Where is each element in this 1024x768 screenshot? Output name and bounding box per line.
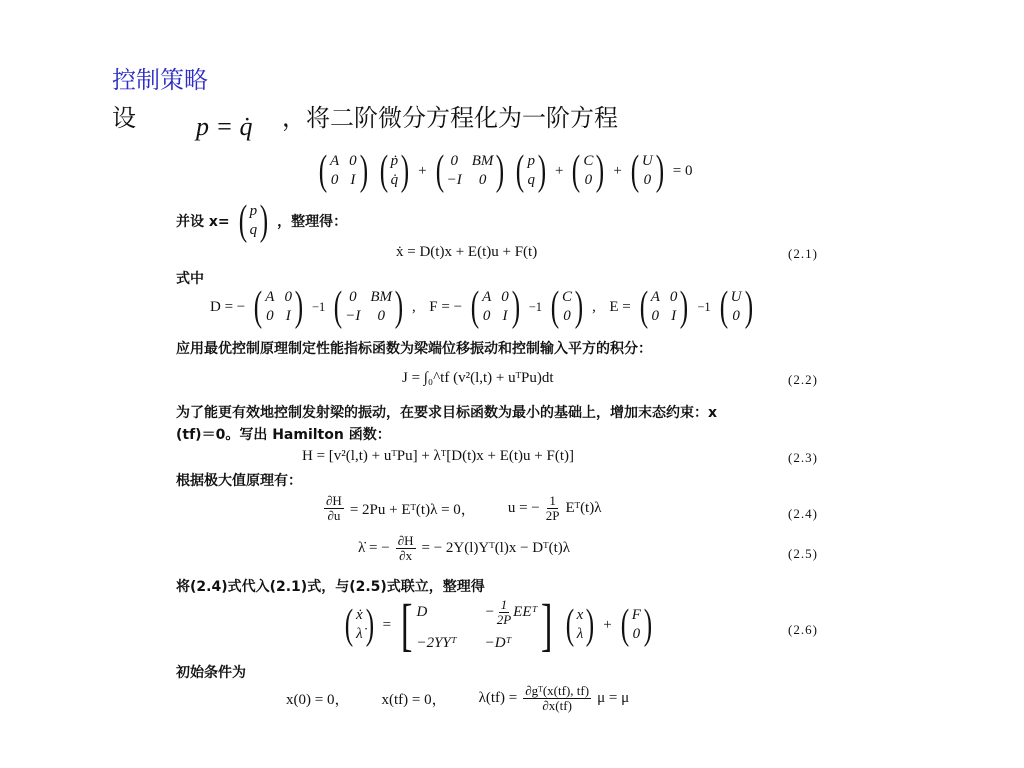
substitute-text: 将(2.4)式代入(2.1)式，与(2.5)式联立，整理得 — [176, 579, 485, 595]
set-x-line: 并设 x= ( p q ) ，整理得： — [176, 198, 348, 244]
definitions-line: D = − ( A 0 0 I ) −1 ( 0 BM −I 0 ) , F = − ( A 0 0 I ) −1 ( C 0 ) , E = ( A 0 0 I ) −1 ( U 0 ) — [210, 284, 753, 330]
slide-title: 控制策略 — [112, 66, 208, 94]
hamilton-line-2: (tf)＝0。写出 Hamilton 函数： — [176, 427, 391, 443]
init-eq-3: λ(tf) = — [478, 689, 518, 706]
init-frac-den: ∂x(tf) — [542, 697, 572, 713]
def-e-label: E = — [609, 298, 631, 315]
apply-text: 应用最优控制原理制定性能指标函数为梁端位移振动和控制输入平方的积分： — [176, 341, 652, 357]
eq0-tail: = 0 — [672, 162, 693, 179]
eq25-head: λ̇ = − — [358, 539, 390, 556]
eq-2-3-number: (2.3) — [788, 450, 818, 465]
eq-2-2-number: (2.2) — [788, 372, 818, 387]
eq-2-1: ẋ = D(t)x + E(t)u + F(t) — [396, 244, 538, 260]
eq25-tail: = − 2Y(l)Yᵀ(l)x − Dᵀ(t)λ — [421, 539, 571, 556]
set-x-suffix: ，整理得： — [277, 214, 348, 230]
eq-2-4-number: (2.4) — [788, 506, 818, 521]
eq-2-5-number: (2.5) — [788, 546, 818, 561]
initial-cond-equation — [286, 684, 629, 712]
shizhong-label: 式中 — [176, 271, 204, 287]
hamilton-line-1: 为了能更有效地控制发射梁的振动，在要求目标函数为最小的基础上，增加末态约束：x — [176, 405, 718, 421]
eq-2-3: H = [v²(l,t) + uᵀPu] + λᵀ[D(t)x + E(t)u + F(t)] — [302, 448, 574, 464]
intro-she: 设 — [112, 104, 136, 132]
set-x-prefix: 并设 x= — [176, 214, 230, 230]
init-frac-num: ∂gᵀ(x(tf), tf) — [525, 683, 590, 698]
eq-2-6: ( ẋ λ̇ ) = [ D − $\frac{1}{2P}$ EEᵀ −2YYᵀ −Dᵀ ] ( x λ ) + ( F 0 ) — [344, 592, 653, 657]
eq24-mid: = 2Pu + Eᵀ(t)λ = 0， — [349, 501, 476, 518]
eq-2-4 — [324, 494, 602, 522]
eq25-dx: ∂x — [399, 547, 413, 563]
intro-pq-formula: p = q̇ — [196, 112, 253, 141]
max-principle-text: 根据极大值原理有： — [176, 473, 302, 489]
eq-2-5 — [358, 534, 570, 562]
eq24-tail: Eᵀ(t)λ — [565, 499, 602, 516]
equation-system: ( A 0 0 I ) ( ṗ q̇ ) + ( 0 BM −I 0 ) ( p q ) + ( C 0 ) + ( U 0 ) = 0 — [318, 148, 693, 194]
eq24-u: u = − — [507, 499, 540, 516]
eq-2-2: J = ∫₀^tf (v²(l,t) + uᵀPu)dt — [402, 370, 554, 386]
eq25-dh: ∂H — [397, 533, 414, 548]
eq-2-1-number: (2.1) — [788, 246, 818, 261]
initial-cond-label: 初始条件为 — [176, 665, 246, 681]
eq24-one: 1 — [549, 493, 556, 508]
eq24-du: ∂u — [327, 507, 341, 523]
eq24-2p: 2P — [545, 507, 560, 523]
eq-2-6-number: (2.6) — [788, 622, 818, 637]
init-eq-1: x(0) = 0， — [286, 691, 350, 708]
eq24-dh: ∂H — [326, 493, 342, 508]
def-f-label: F = − — [429, 298, 463, 315]
def-d-label: D = − — [210, 298, 246, 315]
init-eq-tail: μ = μ — [597, 689, 630, 706]
intro-text: ，将二阶微分方程化为一阶方程 — [282, 104, 618, 132]
init-eq-2: x(tf) = 0， — [381, 691, 447, 708]
